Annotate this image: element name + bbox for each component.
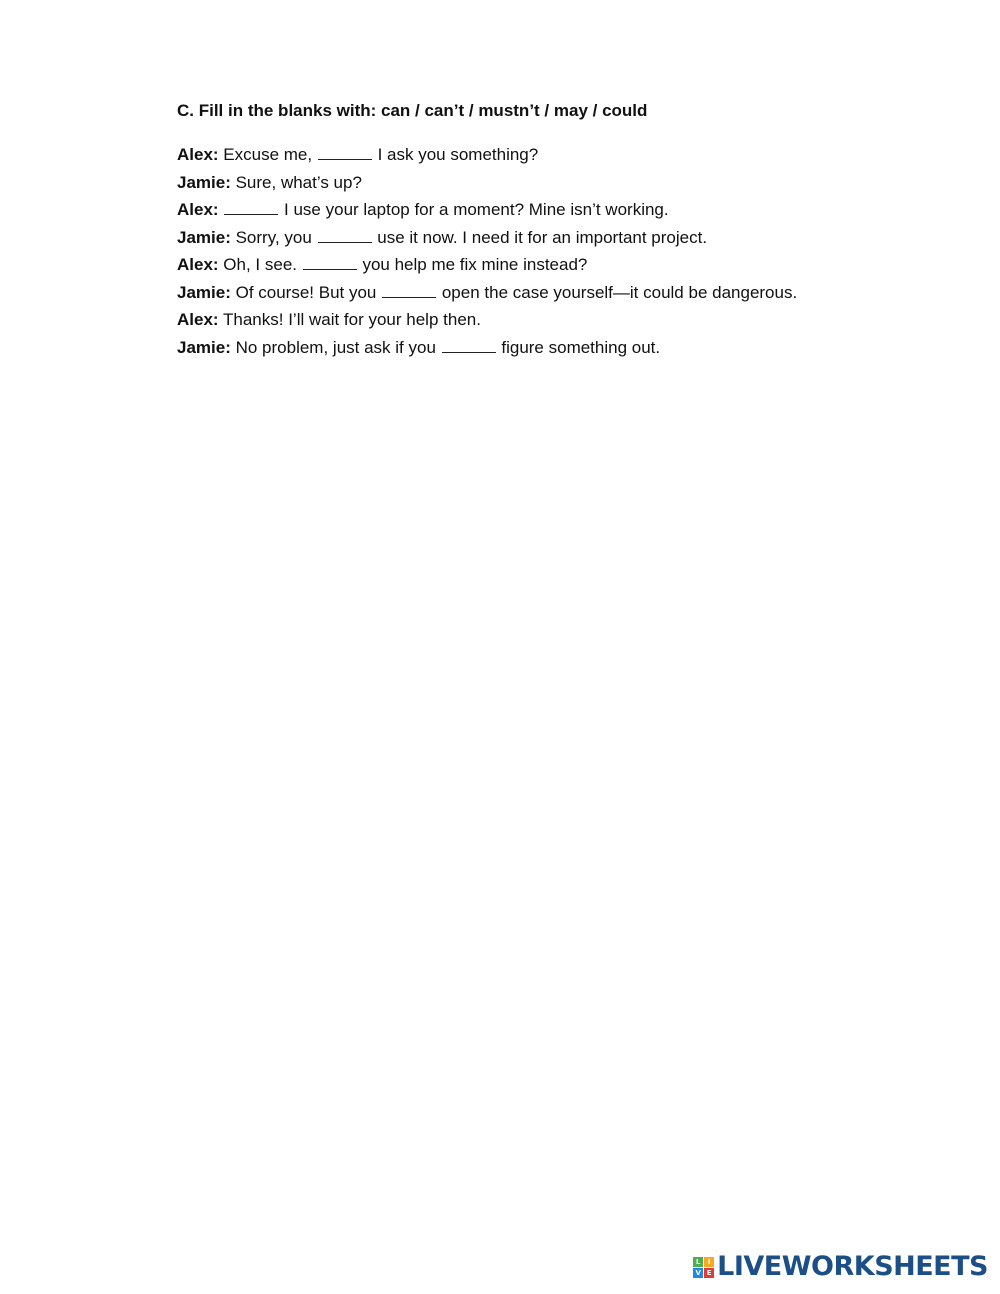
line-text-before: Oh, I see. bbox=[218, 255, 302, 274]
answer-blank[interactable] bbox=[224, 200, 278, 215]
line-text-after: open the case yourself—it could be dangerous. bbox=[437, 282, 798, 302]
dialogue bbox=[177, 141, 967, 361]
speaker-name: Alex: bbox=[177, 145, 219, 164]
dialogue-line bbox=[177, 306, 967, 334]
exercise-heading: C. Fill in the blanks with: can / can’t / mustn’t / may / could bbox=[177, 101, 648, 120]
line-text-before: No problem, just ask if you bbox=[230, 337, 441, 357]
line-text-after: use it now. I need it for an important project. bbox=[372, 227, 708, 247]
speaker-name: Jamie: bbox=[177, 282, 231, 302]
answer-blank[interactable] bbox=[318, 145, 372, 160]
dialogue-line bbox=[177, 224, 967, 252]
dialogue-line bbox=[177, 334, 967, 362]
logo-mark-cell: I bbox=[704, 1257, 714, 1267]
answer-blank[interactable] bbox=[442, 338, 496, 353]
dialogue-line bbox=[177, 169, 967, 197]
line-text-after: I ask you something? bbox=[372, 145, 539, 164]
logo-text: LIVEWORKSHEETS bbox=[717, 1251, 988, 1282]
line-text-before: Of course! But you bbox=[230, 282, 382, 302]
dialogue-line bbox=[177, 279, 967, 307]
line-text-after: figure something out. bbox=[496, 337, 661, 357]
dialogue-line bbox=[177, 251, 967, 279]
speaker-name: Alex: bbox=[177, 255, 219, 274]
line-text-after: you help me fix mine instead? bbox=[357, 255, 588, 274]
speaker-name: Jamie: bbox=[177, 337, 231, 357]
line-text: Thanks! I’ll wait for your help then. bbox=[218, 310, 481, 329]
speaker-name: Alex: bbox=[177, 200, 219, 219]
line-text-before bbox=[219, 200, 224, 219]
answer-blank[interactable] bbox=[382, 283, 436, 298]
logo-mark-cell: L bbox=[693, 1257, 703, 1267]
answer-blank[interactable] bbox=[303, 255, 357, 270]
logo-mark-cell: V bbox=[693, 1268, 703, 1278]
line-text-before: Sorry, you bbox=[230, 227, 317, 247]
logo-mark-cell: E bbox=[704, 1268, 714, 1278]
speaker-name: Jamie: bbox=[177, 172, 231, 192]
line-text-before: Excuse me, bbox=[218, 145, 317, 164]
worksheet bbox=[177, 100, 967, 361]
speaker-name: Jamie: bbox=[177, 227, 231, 247]
line-text: Sure, what’s up? bbox=[230, 172, 362, 192]
line-text-after: I use your laptop for a moment? Mine isn’t working. bbox=[279, 200, 669, 219]
liveworksheets-logo bbox=[693, 1252, 988, 1282]
dialogue-line bbox=[177, 196, 967, 224]
speaker-name: Alex: bbox=[177, 310, 219, 329]
logo-mark-icon bbox=[693, 1257, 714, 1278]
dialogue-line bbox=[177, 141, 967, 169]
answer-blank[interactable] bbox=[318, 228, 372, 243]
